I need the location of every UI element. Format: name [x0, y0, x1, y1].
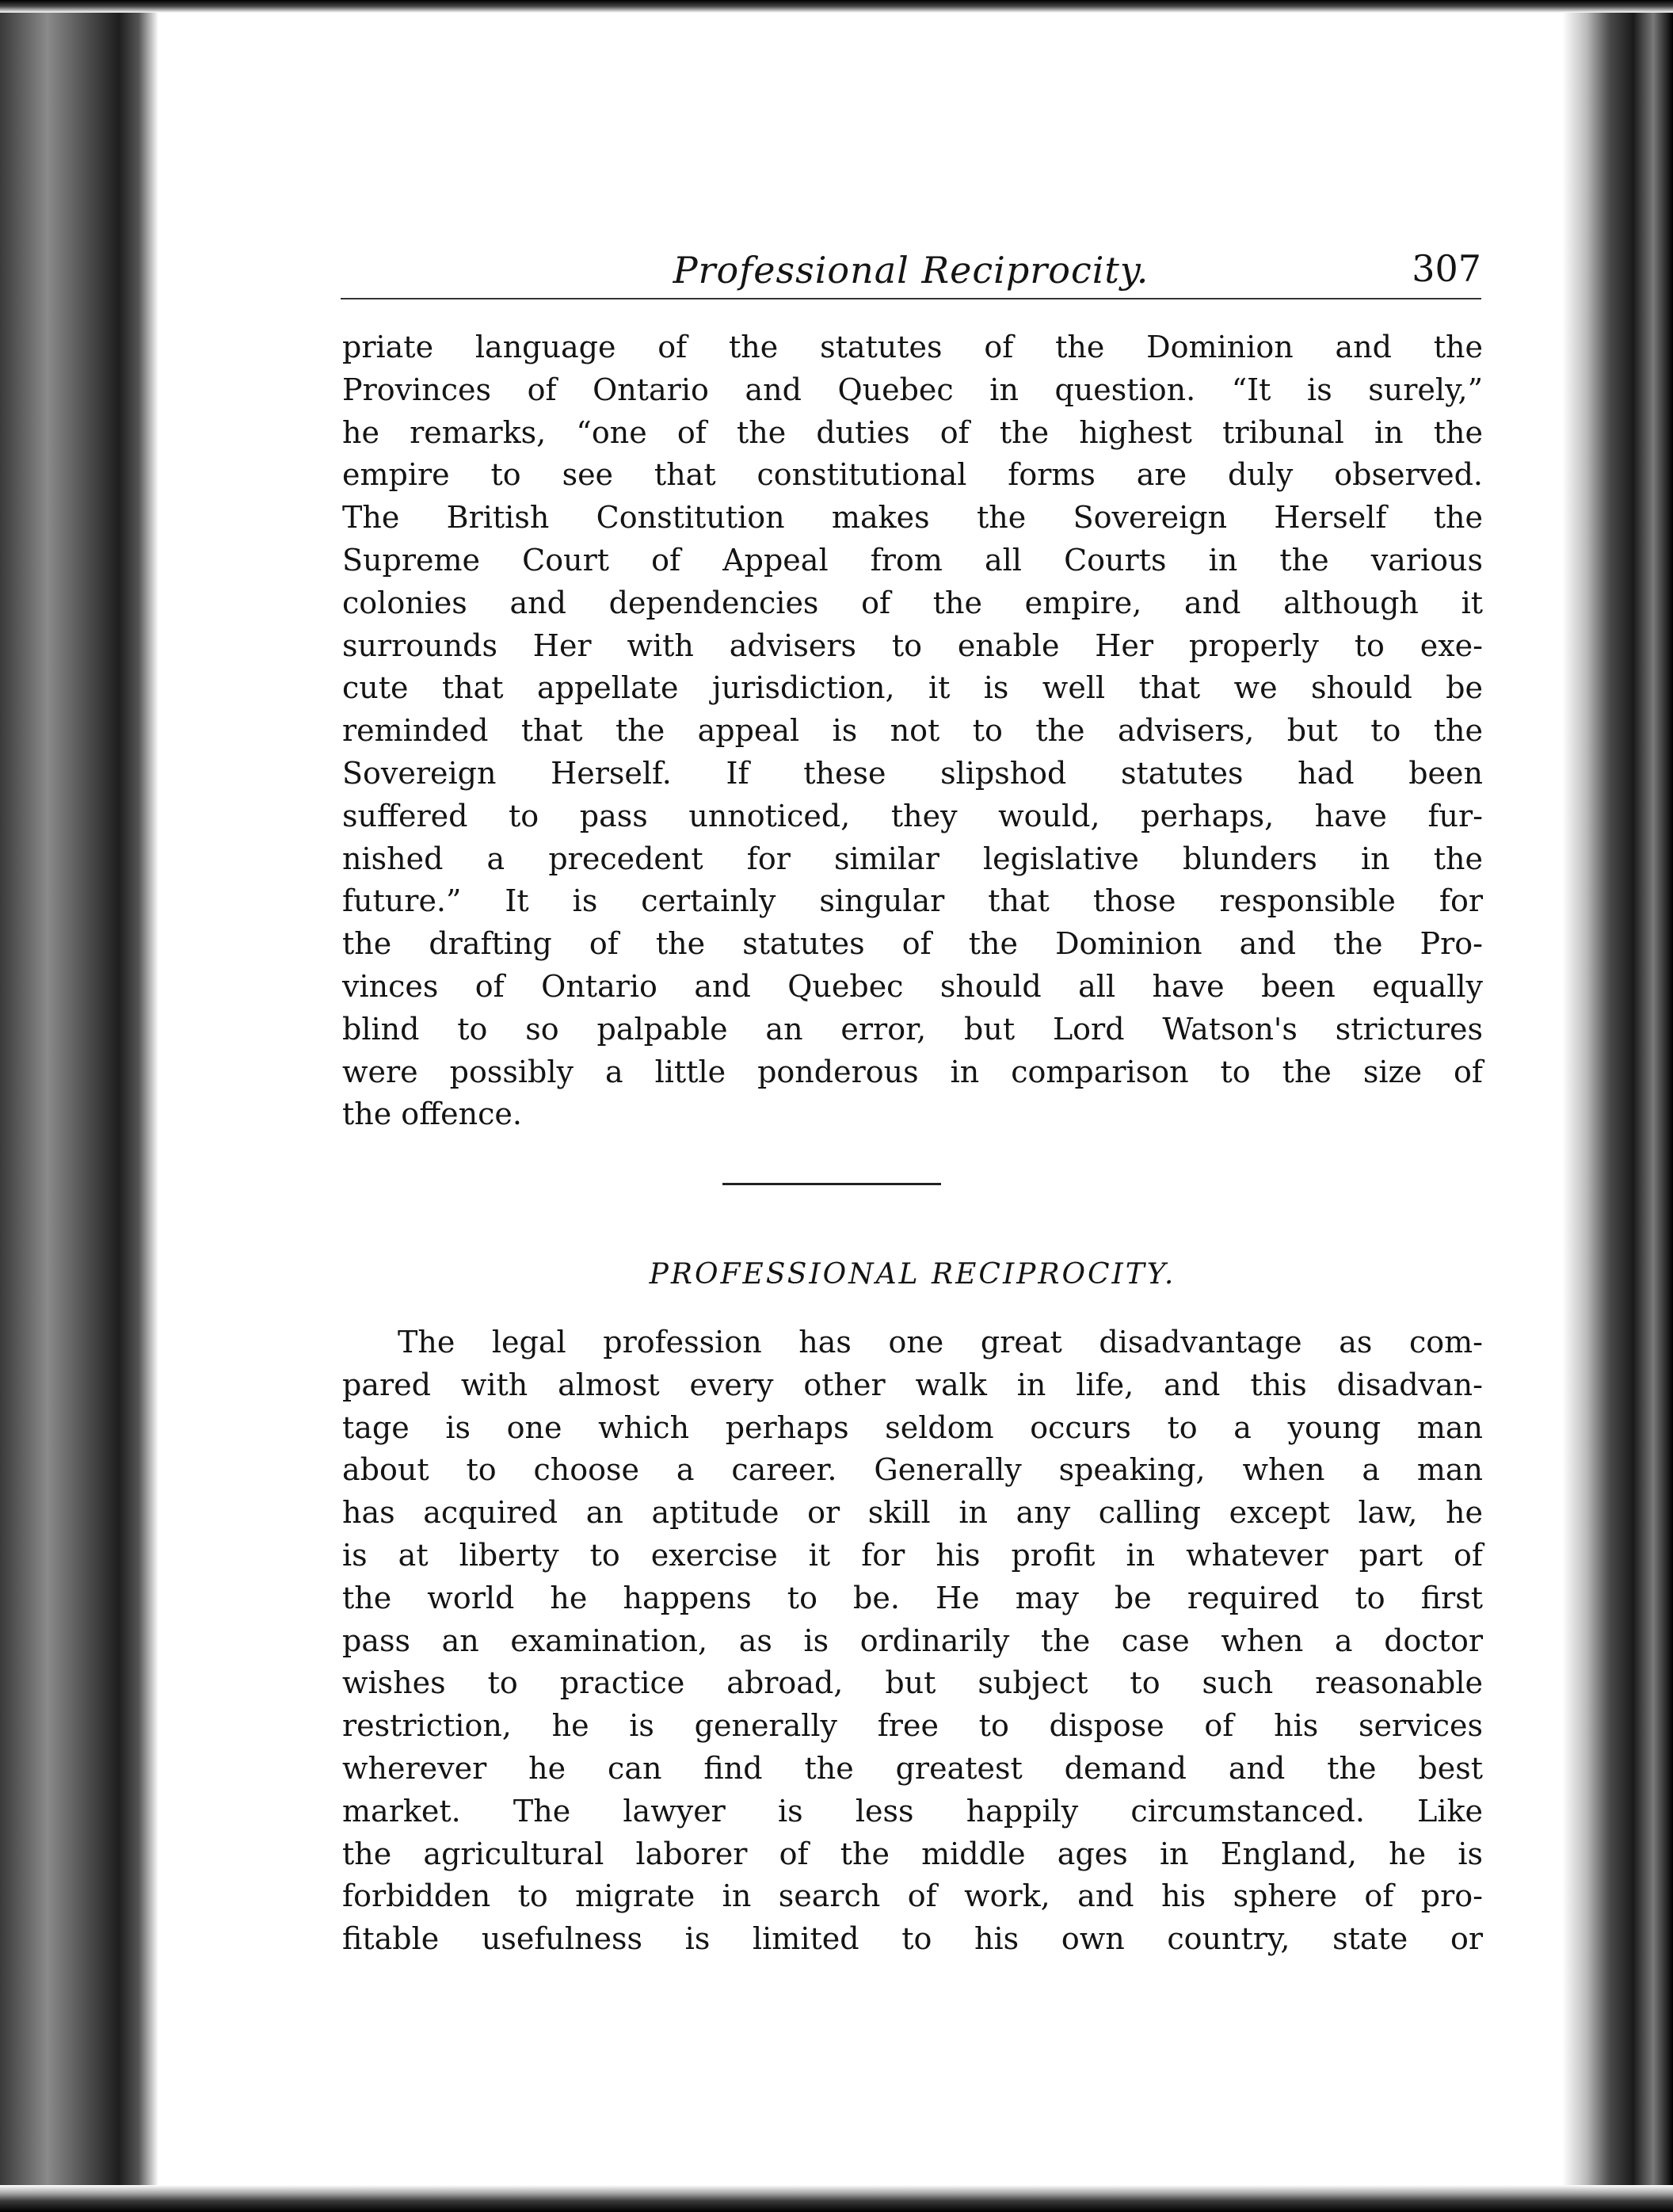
text-line: pass an examination, as is ordinarily the case when a doctor	[342, 1623, 1483, 1658]
running-title: Professional Reciprocity.	[673, 249, 1149, 292]
text-line: reminded that the appeal is not to the advisers, but to the	[342, 713, 1483, 749]
scan-left-edge	[0, 0, 158, 2212]
text-line: wherever he can find the greatest demand and the best	[342, 1750, 1483, 1786]
text-line: Sovereign Herself. If these slipshod statutes had been	[342, 755, 1483, 791]
text-line: market. The lawyer is less happily circumstanced. Like	[342, 1793, 1483, 1829]
scan-bottom-edge	[0, 2185, 1673, 2212]
scan-top-edge	[0, 0, 1673, 13]
section-paragraph	[342, 1321, 1483, 1961]
text-line: were possibly a little ponderous in comparison to the size of	[342, 1054, 1483, 1089]
page-header	[341, 242, 1481, 306]
text-line: pared with almost every other walk in life, and this disadvan-	[342, 1367, 1483, 1402]
section-divider	[722, 1183, 941, 1185]
text-line: wishes to practice abroad, but subject to such reasonable	[342, 1665, 1483, 1701]
header-rule	[341, 298, 1481, 299]
book-page	[158, 13, 1562, 2185]
text-line: the agricultural laborer of the middle ages in England, he is	[342, 1836, 1483, 1871]
text-line: has acquired an aptitude or skill in any calling except law, he	[342, 1495, 1483, 1531]
text-line: The legal profession has one great disadvantage as com-	[398, 1325, 1483, 1360]
section-heading: PROFESSIONAL RECIPROCITY.	[649, 1258, 1176, 1291]
continuation-paragraph	[342, 326, 1483, 1136]
text-line: cute that appellate jurisdiction, it is well that we should be	[342, 670, 1483, 706]
text-line: priate language of the statutes of the Dominion and the	[342, 330, 1483, 364]
text-line: The British Constitution makes the Sovereign Herself the	[342, 500, 1483, 536]
text-line: Provinces of Ontario and Quebec in question. “It is surely,”	[342, 372, 1483, 407]
text-line: vinces of Ontario and Quebec should all have been equally	[342, 968, 1483, 1004]
text-line: colonies and dependencies of the empire, and although it	[342, 585, 1483, 620]
text-line: is at liberty to exercise it for his profit in whatever part of	[342, 1537, 1483, 1573]
scan-right-edge	[1562, 0, 1673, 2212]
text-line: the offence.	[342, 1096, 522, 1132]
text-line: tage is one which perhaps seldom occurs to a young man	[342, 1409, 1483, 1445]
text-line: surrounds Her with advisers to enable Her properly to exe-	[342, 627, 1483, 663]
text-line: about to choose a career. Generally speaking, when a man	[342, 1452, 1483, 1488]
text-line: future.” It is certainly singular that those responsible for	[342, 883, 1483, 919]
text-line: the drafting of the statutes of the Dominion and the Pro-	[342, 926, 1483, 962]
text-line: empire to see that constitutional forms are duly observed.	[342, 457, 1483, 493]
text-line: the world he happens to be. He may be required to first	[342, 1580, 1483, 1615]
text-line: Supreme Court of Appeal from all Courts in the various	[342, 542, 1483, 578]
page-number: 307	[1412, 247, 1481, 290]
text-line: forbidden to migrate in search of work, and his sphere of pro-	[342, 1878, 1483, 1914]
text-line: he remarks, “one of the duties of the highest tribunal in the	[342, 414, 1483, 450]
text-line: fitable usefulness is limited to his own country, state or	[342, 1921, 1483, 1957]
text-line: suffered to pass unnoticed, they would, perhaps, have fur-	[342, 798, 1483, 833]
text-line: nished a precedent for similar legislative blunders in the	[342, 841, 1483, 876]
text-line: restriction, he is generally free to dispose of his services	[342, 1708, 1483, 1744]
text-line: blind to so palpable an error, but Lord Watson's strictures	[342, 1011, 1483, 1047]
